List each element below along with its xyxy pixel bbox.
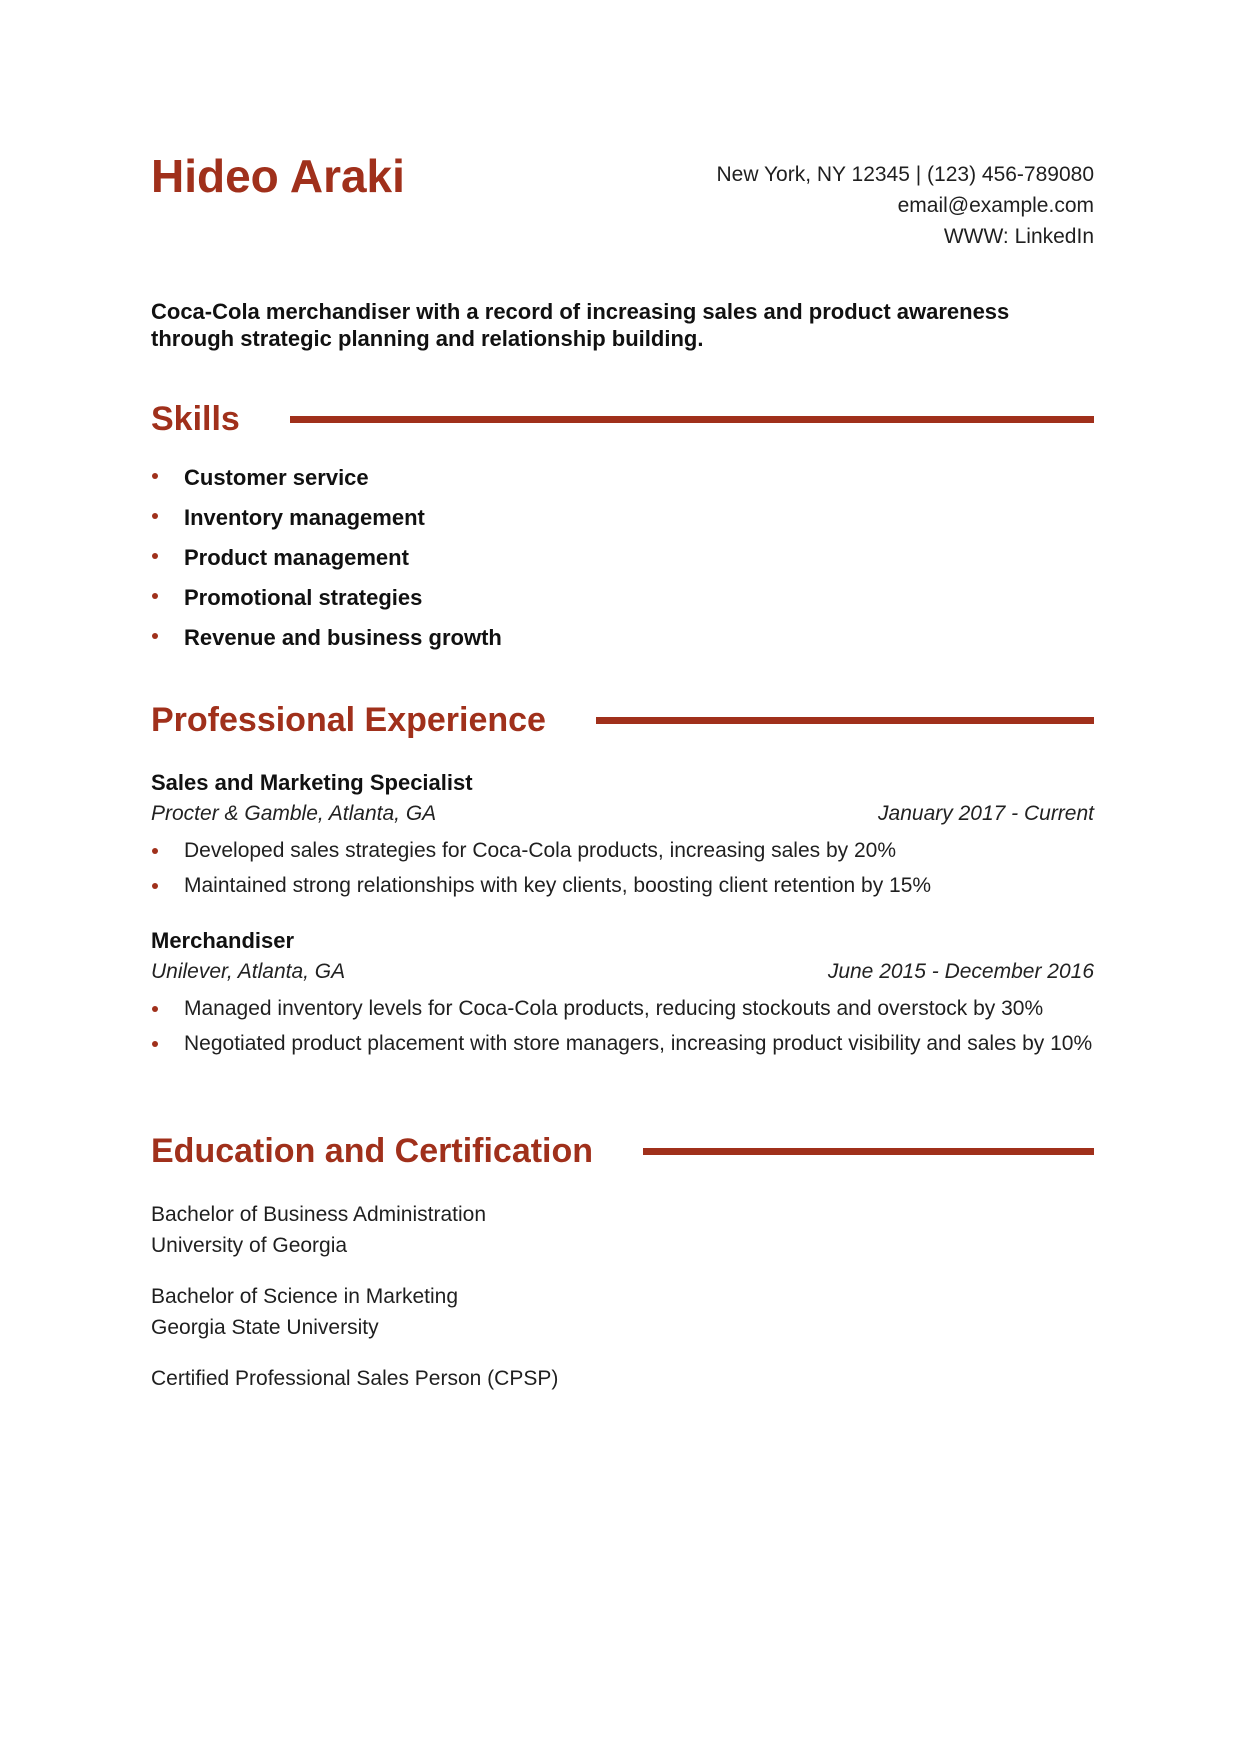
skill-label: Revenue and business growth [184,625,502,650]
contact-email[interactable]: email@example.com [897,194,1094,217]
section-title-education: Education and Certification [151,1132,594,1170]
skill-item [151,505,1094,545]
skill-label: Customer service [184,465,369,490]
institution-name: Georgia State University [151,1316,379,1339]
job-bullets [151,996,1094,1056]
skill-item [151,585,1094,625]
job-bullet-text: Maintained strong relationships with key clients, boosting client retention by 15% [184,874,932,897]
job-meta [151,798,1094,830]
degree-name: Bachelor of Science in Marketing [151,1285,458,1308]
job-dates: June 2015 - December 2016 [827,960,1094,983]
education-section-header [151,1126,1094,1176]
section-divider [290,416,1094,423]
skill-item [151,625,1094,665]
bullet-dot-icon [152,593,158,599]
job-bullet [151,873,1094,898]
certification-name: Certified Professional Sales Person (CPSP) [151,1367,559,1390]
resume-header [151,0,1094,250]
job-company: Procter & Gamble, Atlanta, GA [151,802,437,825]
section-title-experience: Professional Experience [151,701,546,739]
job-title: Sales and Marketing Specialist [151,770,473,795]
education-list [151,1199,1094,1414]
bullet-dot-icon [152,473,158,479]
job-meta [151,956,1094,988]
contact-block [717,159,1095,252]
bullet-dot-icon [152,513,158,519]
certification-item [151,1363,1094,1394]
bullet-dot-icon [152,883,158,889]
contact-website[interactable]: WWW: LinkedIn [943,225,1094,248]
bullet-dot-icon [152,848,158,854]
skill-item [151,545,1094,585]
bullet-dot-icon [152,553,158,559]
section-divider [596,717,1094,724]
job-bullet [151,838,1094,863]
job-company: Unilever, Atlanta, GA [151,960,346,983]
experience-section-header [151,695,1094,745]
job-bullet-text: Managed inventory levels for Coca-Cola products, reducing stockouts and overstock by 30% [184,997,1044,1020]
job-bullet [151,1031,1094,1056]
skill-label: Product management [184,545,409,570]
bullet-dot-icon [152,633,158,639]
contact-location-phone: New York, NY 12345 | (123) 456-789080 [716,163,1094,186]
institution-name: University of Georgia [151,1234,348,1257]
job-bullet [151,996,1094,1021]
job-bullets [151,838,1094,898]
skill-item [151,465,1094,505]
job-dates: January 2017 - Current [878,802,1094,825]
job-bullet-text: Negotiated product placement with store managers, increasing product visibility and sales by 10% [184,1032,1093,1055]
bullet-dot-icon [152,1041,158,1047]
job-entry [151,768,1094,908]
skills-list [151,465,1094,665]
degree-name: Bachelor of Business Administration [151,1203,487,1226]
job-bullet-text: Developed sales strategies for Coca-Cola products, increasing sales by 20% [184,839,897,862]
candidate-name: Hideo Araki [151,150,405,202]
education-item [151,1199,1094,1261]
professional-summary: Coca-Cola merchandiser with a record of increasing sales and product awareness through strategic planning and relationship building. [151,299,1010,351]
resume-page [151,0,1094,1390]
job-entry [151,926,1094,1066]
education-item [151,1281,1094,1343]
bullet-dot-icon [152,1006,158,1012]
skill-label: Promotional strategies [184,585,423,610]
section-title-skills: Skills [151,400,240,438]
skill-label: Inventory management [184,505,425,530]
job-title: Merchandiser [151,928,295,953]
skills-section-header [151,394,1094,444]
section-divider [643,1148,1094,1155]
